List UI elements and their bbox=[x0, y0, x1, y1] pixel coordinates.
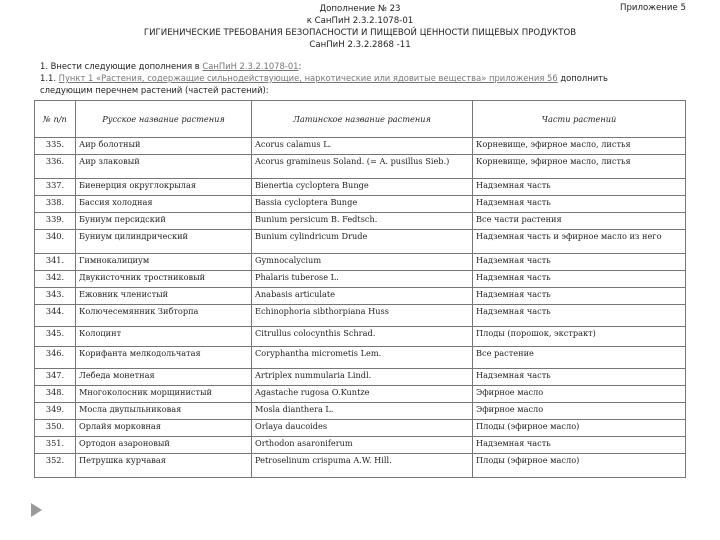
table-row bbox=[35, 420, 686, 437]
cell-number: 347. bbox=[35, 369, 76, 386]
table-row bbox=[35, 454, 686, 478]
cell-plant-parts: Плоды (эфирное масло) bbox=[473, 420, 686, 437]
cell-russian-name: Многоколосник морщинистый bbox=[76, 386, 252, 403]
cell-plant-parts: Надземная часть и эфирное масло из него bbox=[473, 230, 686, 254]
cell-plant-parts: Эфирное масло bbox=[473, 386, 686, 403]
intro-prefix-2: 1.1. bbox=[40, 73, 59, 83]
table-row bbox=[35, 179, 686, 196]
table-header-row bbox=[35, 101, 686, 138]
col-header-num: № п/п bbox=[35, 101, 76, 138]
cell-plant-parts: Плоды (эфирное масло) bbox=[473, 454, 686, 478]
cell-number: 337. bbox=[35, 179, 76, 196]
cell-latin-name: Agastache rugosa O.Kuntze bbox=[252, 386, 473, 403]
cell-russian-name: Лебеда монетная bbox=[76, 369, 252, 386]
intro-line-2 bbox=[40, 72, 690, 84]
cell-number: 346. bbox=[35, 347, 76, 369]
cell-latin-name: Bunium cylindricum Drude bbox=[252, 230, 473, 254]
table-row bbox=[35, 386, 686, 403]
cell-number: 339. bbox=[35, 213, 76, 230]
cell-russian-name: Ежовник членистый bbox=[76, 288, 252, 305]
cell-latin-name: Orlaya daucoides bbox=[252, 420, 473, 437]
cell-russian-name: Колоцинт bbox=[76, 327, 252, 347]
cell-plant-parts: Надземная часть bbox=[473, 288, 686, 305]
cell-number: 350. bbox=[35, 420, 76, 437]
table-row bbox=[35, 327, 686, 347]
cell-number: 345. bbox=[35, 327, 76, 347]
cell-number: 342. bbox=[35, 271, 76, 288]
cell-latin-name: Bunium persicum B. Fedtsch. bbox=[252, 213, 473, 230]
cell-russian-name: Орлайя морковная bbox=[76, 420, 252, 437]
cell-russian-name: Мосла двупыльниковая bbox=[76, 403, 252, 420]
cell-russian-name: Корифанта мелкодольчатая bbox=[76, 347, 252, 369]
cell-latin-name: Bassia cycloptera Bunge bbox=[252, 196, 473, 213]
cell-latin-name: Citrullus colocynthis Schrad. bbox=[252, 327, 473, 347]
col-header-parts: Части растений bbox=[473, 101, 686, 138]
cell-latin-name: Acorus calamus L. bbox=[252, 138, 473, 155]
cell-russian-name: Буниум персидский bbox=[76, 213, 252, 230]
header-line-2: к СанПиН 2.3.2.1078-01 bbox=[306, 16, 414, 26]
cell-latin-name: Coryphantha micrometis Lem. bbox=[252, 347, 473, 369]
intro-line-1 bbox=[40, 60, 690, 72]
table-row bbox=[35, 347, 686, 369]
cell-plant-parts: Надземная часть bbox=[473, 437, 686, 454]
cell-latin-name: Mosla dianthera L. bbox=[252, 403, 473, 420]
cell-number: 336. bbox=[35, 155, 76, 179]
cell-latin-name: Anabasis articulate bbox=[252, 288, 473, 305]
table-row bbox=[35, 213, 686, 230]
cell-latin-name: Echinophoria sibthorpiana Huss bbox=[252, 305, 473, 327]
cell-plant-parts: Все растение bbox=[473, 347, 686, 369]
cell-plant-parts: Надземная часть bbox=[473, 271, 686, 288]
col-header-latin: Латинское название растения bbox=[252, 101, 473, 138]
cell-russian-name: Петрушка курчавая bbox=[76, 454, 252, 478]
table-row bbox=[35, 288, 686, 305]
cell-russian-name: Аир болотный bbox=[76, 138, 252, 155]
table-row bbox=[35, 271, 686, 288]
cell-plant-parts: Корневище, эфирное масло, листья bbox=[473, 138, 686, 155]
cell-latin-name: Acorus gramineus Soland. (= A. pusillus Sieb.) bbox=[252, 155, 473, 179]
table-row bbox=[35, 230, 686, 254]
slide-arrow-icon bbox=[31, 503, 42, 517]
table-row bbox=[35, 254, 686, 271]
intro-prefix-1: 1. Внести следующие дополнения в bbox=[40, 61, 203, 71]
cell-latin-name: Petroselinum crispuma A.W. Hill. bbox=[252, 454, 473, 478]
table-row bbox=[35, 369, 686, 386]
cell-plant-parts: Все части растения bbox=[473, 213, 686, 230]
plants-table bbox=[34, 100, 686, 478]
intro-text bbox=[40, 60, 690, 96]
intro-line-3: следующим перечнем растений (частей растений): bbox=[40, 85, 269, 95]
table-row bbox=[35, 196, 686, 213]
cell-number: 343. bbox=[35, 288, 76, 305]
cell-number: 351. bbox=[35, 437, 76, 454]
header-line-4: СанПиН 2.3.2.2868 -11 bbox=[309, 40, 411, 50]
cell-plant-parts: Надземная часть bbox=[473, 179, 686, 196]
cell-plant-parts: Корневище, эфирное масло, листья bbox=[473, 155, 686, 179]
cell-latin-name: Bienertia cycloptera Bunge bbox=[252, 179, 473, 196]
header-line-1: Дополнение № 23 bbox=[319, 4, 401, 14]
table-row bbox=[35, 403, 686, 420]
cell-latin-name: Phalaris tuberose L. bbox=[252, 271, 473, 288]
annex-label: Приложение 5 bbox=[620, 3, 686, 13]
table-body bbox=[35, 138, 686, 478]
intro-suffix-1: : bbox=[298, 61, 302, 71]
table-row bbox=[35, 437, 686, 454]
header-line-3: ГИГИЕНИЧЕСКИЕ ТРЕБОВАНИЯ БЕЗОПАСНОСТИ И ПИЩЕВОЙ ЦЕННОСТИ ПИЩЕВЫХ ПРОДУКТОВ bbox=[143, 28, 577, 38]
cell-plant-parts: Надземная часть bbox=[473, 369, 686, 386]
table-row bbox=[35, 305, 686, 327]
cell-russian-name: Ортодон азароновый bbox=[76, 437, 252, 454]
cell-russian-name: Аир злаковый bbox=[76, 155, 252, 179]
col-header-russian: Русское название растения bbox=[76, 101, 252, 138]
cell-plant-parts: Надземная часть bbox=[473, 196, 686, 213]
table-row bbox=[35, 155, 686, 179]
cell-number: 344. bbox=[35, 305, 76, 327]
point-link[interactable]: Пункт 1 «Растения, содержащие сильнодействующие, наркотические или ядовитые вещества» приложения 56 bbox=[58, 73, 558, 83]
cell-latin-name: Orthodon asaroniferum bbox=[252, 437, 473, 454]
cell-latin-name: Artriplex nummularia Lindl. bbox=[252, 369, 473, 386]
cell-plant-parts: Эфирное масло bbox=[473, 403, 686, 420]
cell-number: 340. bbox=[35, 230, 76, 254]
cell-latin-name: Gymnocalycium bbox=[252, 254, 473, 271]
cell-plant-parts: Плоды (порошок, экстракт) bbox=[473, 327, 686, 347]
cell-russian-name: Биенерция округлокрылая bbox=[76, 179, 252, 196]
cell-number: 349. bbox=[35, 403, 76, 420]
cell-number: 338. bbox=[35, 196, 76, 213]
cell-number: 352. bbox=[35, 454, 76, 478]
table-row bbox=[35, 138, 686, 155]
cell-number: 341. bbox=[35, 254, 76, 271]
cell-russian-name: Гимнокалициум bbox=[76, 254, 252, 271]
cell-russian-name: Двукисточник тростниковый bbox=[76, 271, 252, 288]
intro-suffix-2: дополнить bbox=[557, 73, 608, 83]
cell-russian-name: Буниум цилиндрический bbox=[76, 230, 252, 254]
cell-plant-parts: Надземная часть bbox=[473, 254, 686, 271]
cell-russian-name: Бассия холодная bbox=[76, 196, 252, 213]
cell-plant-parts: Надземная часть bbox=[473, 305, 686, 327]
cell-russian-name: Колючесемянник Зибторпа bbox=[76, 305, 252, 327]
cell-number: 335. bbox=[35, 138, 76, 155]
sanpin-link[interactable]: СанПиН 2.3.2.1078-01 bbox=[202, 61, 299, 71]
cell-number: 348. bbox=[35, 386, 76, 403]
